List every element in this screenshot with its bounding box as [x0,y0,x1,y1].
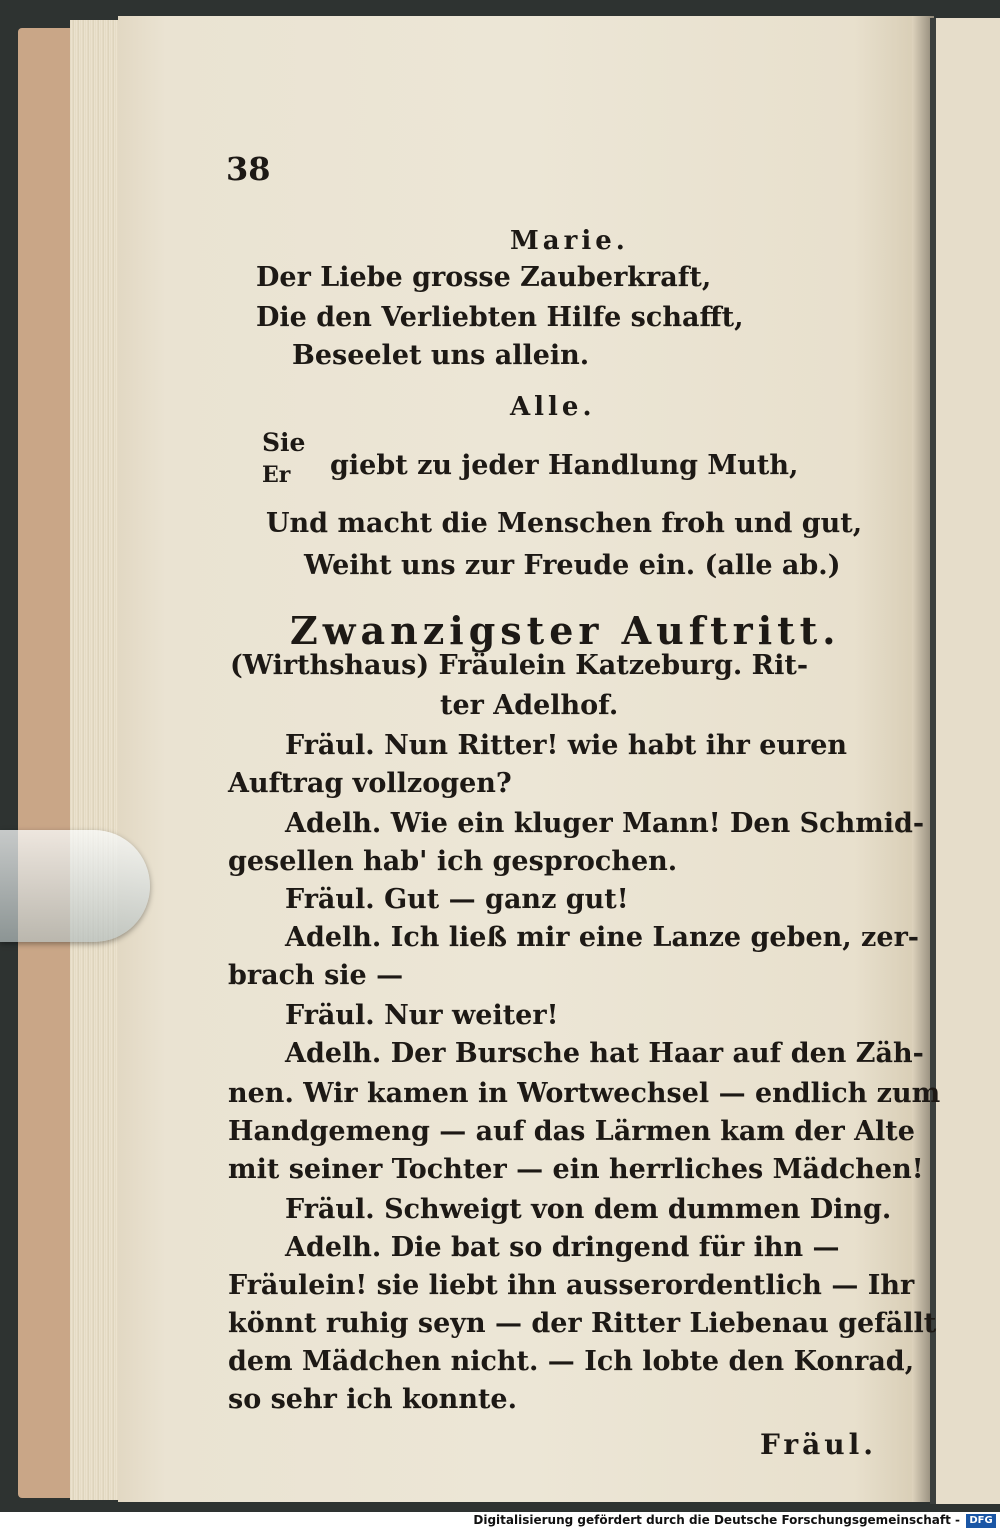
transparent-page-clip [0,830,150,942]
dialogue-line: Adelh. Ich ließ mir eine Lanze geben, zer- [285,922,919,953]
facing-page-edge [930,18,1000,1504]
dialogue-line: brach sie — [228,960,404,991]
dialogue-line: nen. Wir kamen in Wortwechsel — endlich zum [228,1078,941,1109]
dialogue-line: Fräul. Nur weiter! [285,1000,559,1031]
dialogue-line: gesellen hab' ich gesprochen. [228,846,678,877]
dfg-logo: DFG [966,1514,996,1528]
page-number: 38 [226,150,271,188]
verse-line: Beseelet uns allein. [292,340,590,371]
speaker-marie: Marie. [510,226,629,256]
verse-line: Weiht uns zur Freude ein. (alle ab.) [304,550,841,581]
stage-direction: (Wirthshaus) Fräulein Katzeburg. Rit- [230,650,809,681]
scene-title: Zwanzigster Auftritt. [290,608,841,653]
dialogue-line: Fräul. Gut — ganz gut! [285,884,629,915]
verse-line: giebt zu jeder Handlung Muth, [330,450,799,481]
dialogue-line: Fräul. Schweigt von dem dummen Ding. [285,1194,892,1225]
dialogue-line: Handgemeng — auf das Lärmen kam der Alte [228,1116,915,1147]
dialogue-line: mit seiner Tochter — ein herrliches Mädchen! [228,1154,924,1185]
verse-line: Der Liebe grosse Zauberkraft, [256,262,712,293]
footer-credit: Digitalisierung gefördert durch die Deutsche Forschungsgemeinschaft - [473,1513,960,1527]
speaker-alle: Alle. [510,392,596,422]
dialogue-line: Adelh. Der Bursche hat Haar auf den Zäh- [285,1038,924,1069]
verse-variant-sie: Sie [262,428,306,457]
dialogue-line: könnt ruhig seyn — der Ritter Liebenau gefällt [228,1308,937,1339]
dialogue-line: Auftrag vollzogen? [228,768,512,799]
verse-line: Die den Verliebten Hilfe schafft, [256,302,744,333]
dialogue-line: Fräul. Nun Ritter! wie habt ihr euren [285,730,848,761]
dialogue-line: Fräulein! sie liebt ihn ausserordentlich — Ihr [228,1270,915,1301]
dialogue-line: dem Mädchen nicht. — Ich lobte den Konrad, [228,1346,915,1377]
dialogue-line: Adelh. Die bat so dringend für ihn — [285,1232,840,1263]
verse-variant-er: Er [262,462,291,488]
dialogue-line: so sehr ich konnte. [228,1384,517,1415]
verse-line: Und macht die Menschen froh und gut, [266,508,863,539]
stage-direction: ter Adelhof. [440,690,619,721]
catchword: Fräul. [760,1428,878,1461]
dialogue-line: Adelh. Wie ein kluger Mann! Den Schmid- [285,808,925,839]
